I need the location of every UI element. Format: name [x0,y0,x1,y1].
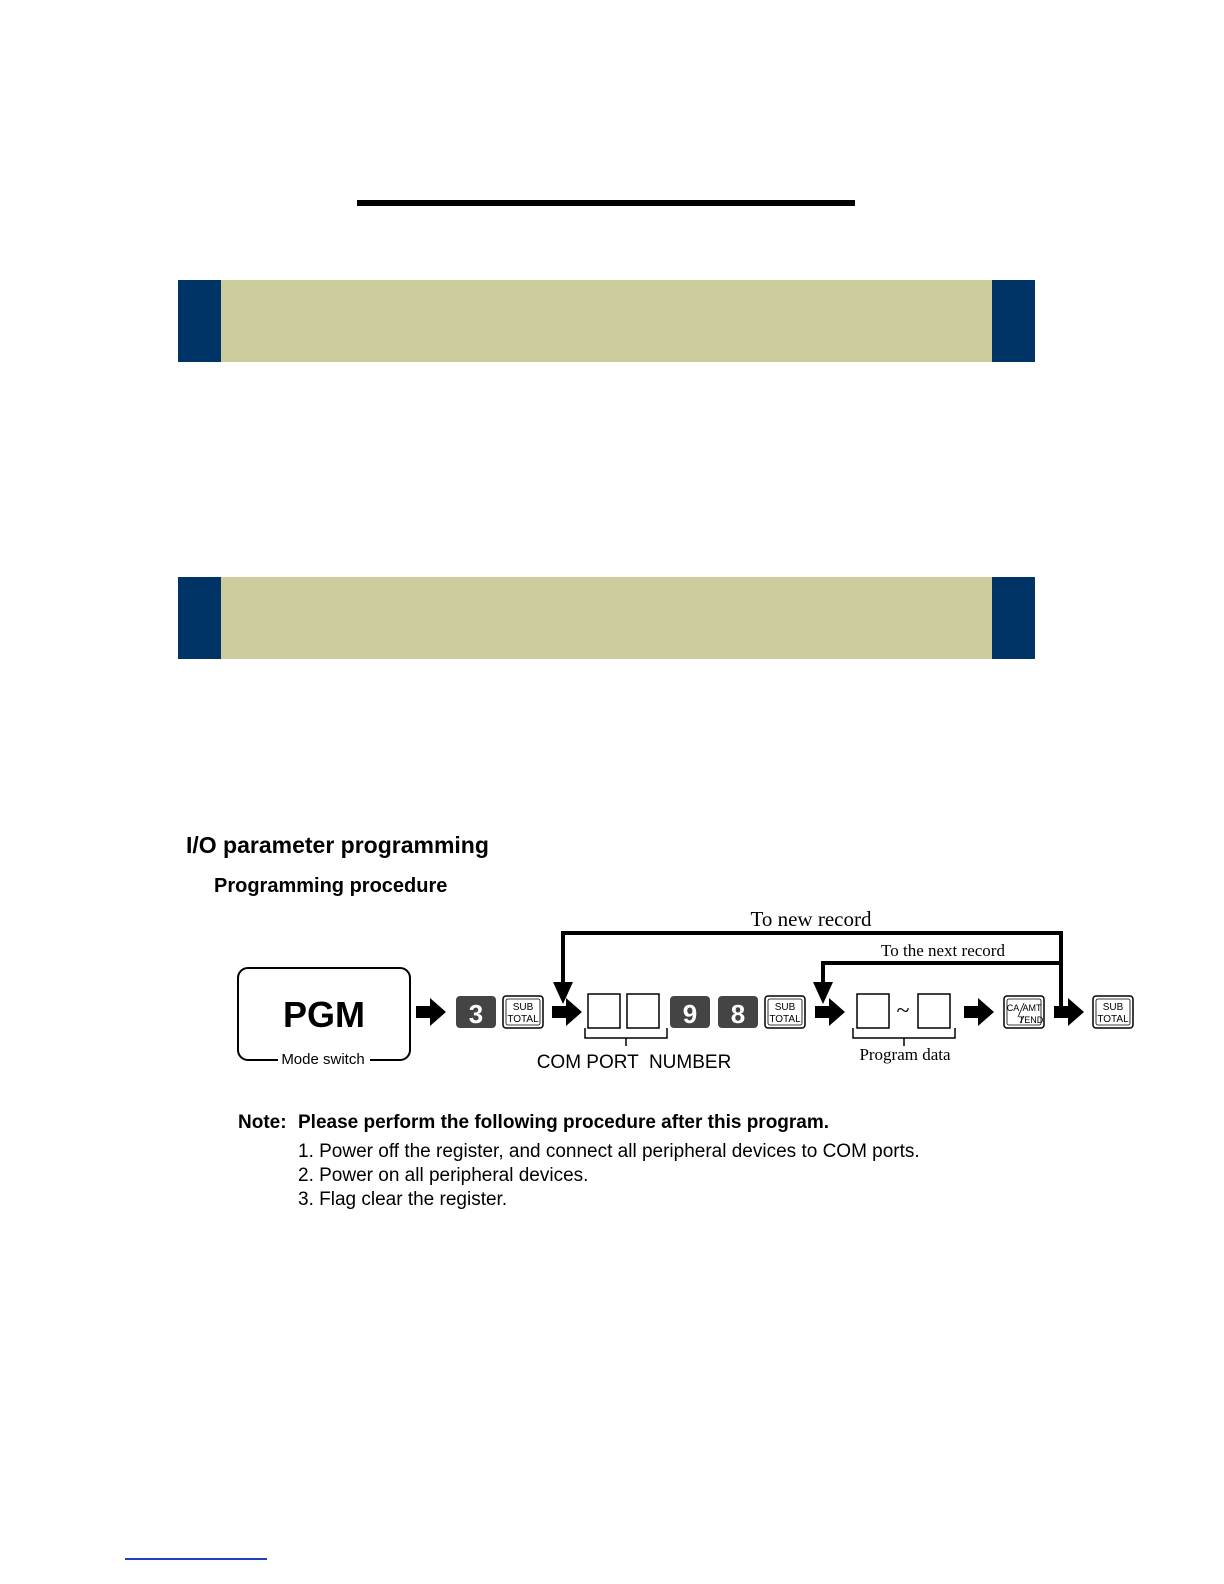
pgm-mode-switch [238,968,410,1070]
key-8-label: 8 [730,999,746,1029]
arrow-right-icon [1054,998,1084,1026]
subtotal-key [765,996,805,1028]
subtotal-key [503,996,543,1028]
programming-procedure-diagram [0,900,1224,1090]
note-step: 1. Power off the register, and connect all peripheral devices to COM ports. [298,1141,920,1162]
header-rule [357,200,855,206]
band-cap-right [992,577,1035,659]
key-9 [670,996,710,1029]
arrow-right-icon [416,998,446,1026]
note-step: 3. Flag clear the register. [298,1189,508,1210]
arrow-right-icon [815,998,845,1026]
band-cap-right [992,280,1035,362]
section-title: I/O parameter programming [186,832,489,858]
subtotal-key [1093,996,1133,1028]
program-data-label: Program data [859,1045,951,1064]
com-port-number-label: COM PORT NUMBER [536,1052,732,1073]
arrow-right-icon [964,998,994,1026]
key-3 [456,996,496,1029]
band-cap-left [178,280,221,362]
footer-link-underline [125,1558,267,1560]
note-label: Note: [238,1112,287,1133]
key-9-label: 9 [682,999,698,1029]
key-3-label: 3 [468,999,484,1029]
subtotal-key-line2: TOTAL [1097,1014,1129,1025]
program-data-bracket [853,1028,955,1046]
arrow-right-icon [552,998,582,1026]
subtotal-key-line2: TOTAL [769,1014,801,1025]
ca-key-line2: AMT [1022,1003,1042,1013]
note-steps-list [298,1140,920,1212]
com-port-input-boxes [588,994,659,1028]
loop-next-record-line [823,963,1061,990]
subtotal-key-line1: SUB [512,1002,534,1013]
loop-next-record-label: To the next record [881,941,1005,960]
band-cap-left [178,577,221,659]
pgm-label: PGM [282,994,366,1035]
loop-new-record-label: To new record [750,907,872,931]
com-port-bracket [585,1028,667,1046]
tilde-symbol: ~ [896,998,910,1024]
subtotal-key-line1: SUB [774,1002,796,1013]
mode-switch-caption: Mode switch [281,1051,365,1068]
ca-key-line1: CA [1006,1003,1020,1013]
ca-amt-tend-key [1004,996,1044,1028]
subtotal-key-line1: SUB [1102,1002,1124,1013]
subtotal-key-line2: TOTAL [507,1014,539,1025]
note-step: 2. Power on all peripheral devices. [298,1165,589,1186]
note-heading-text: Please perform the following procedure after this program. [298,1112,830,1133]
section-band-1 [178,280,1035,362]
note-heading [238,1112,829,1134]
ca-key-line3: TEND [1018,1015,1044,1025]
section-band-2 [178,577,1035,659]
section-subtitle: Programming procedure [214,875,448,897]
key-8 [718,996,758,1029]
loop-new-record-arrowhead [553,982,573,1004]
